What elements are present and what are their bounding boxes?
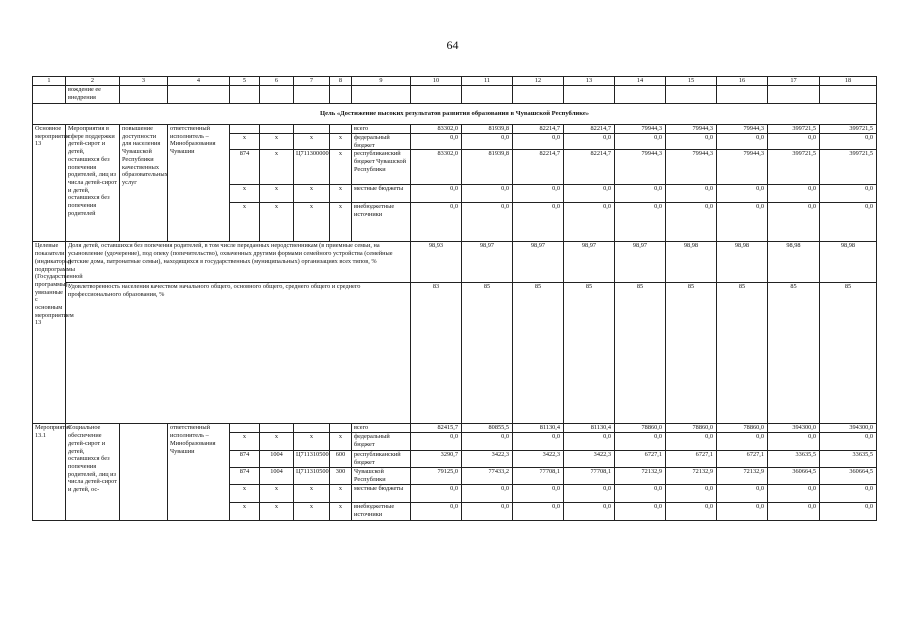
m131-c1: Мероприятие 13.1 bbox=[33, 424, 66, 521]
table-cell: местные бюджеты bbox=[352, 185, 411, 203]
column-number: 8 bbox=[330, 77, 352, 86]
table-cell: x bbox=[330, 134, 352, 150]
table-cell: Ц711310500 bbox=[294, 468, 330, 485]
header-row bbox=[33, 77, 877, 86]
table-cell: x bbox=[260, 203, 294, 242]
target-value: 98,97 bbox=[615, 242, 666, 283]
column-number: 11 bbox=[462, 77, 513, 86]
table-cell: 82214,7 bbox=[513, 125, 564, 134]
column-number: 17 bbox=[768, 77, 820, 86]
table-cell: x bbox=[330, 150, 352, 185]
table-cell: 0,0 bbox=[564, 503, 615, 521]
table-cell: 0,0 bbox=[666, 203, 717, 242]
table-cell bbox=[294, 86, 330, 104]
table-cell bbox=[717, 86, 768, 104]
table-cell: x bbox=[294, 433, 330, 451]
table-cell: 0,0 bbox=[615, 185, 666, 203]
table-cell bbox=[294, 424, 330, 433]
table-cell bbox=[260, 86, 294, 104]
target-value: 98,97 bbox=[462, 242, 513, 283]
table-cell: 81130,4 bbox=[564, 424, 615, 433]
table-cell: 77708,1 bbox=[564, 468, 615, 485]
table-cell: 0,0 bbox=[820, 185, 877, 203]
table-cell: 72132,9 bbox=[717, 468, 768, 485]
table-cell: 399721,5 bbox=[768, 125, 820, 134]
table-cell: 0,0 bbox=[615, 203, 666, 242]
table-cell: 0,0 bbox=[820, 485, 877, 503]
table-cell: 0,0 bbox=[513, 203, 564, 242]
column-number: 15 bbox=[666, 77, 717, 86]
table-cell: 0,0 bbox=[411, 503, 462, 521]
table-cell: 6727,1 bbox=[717, 451, 768, 468]
table-cell: 0,0 bbox=[564, 485, 615, 503]
table-cell bbox=[513, 86, 564, 104]
table-cell bbox=[352, 86, 411, 104]
table-cell: x bbox=[260, 185, 294, 203]
table-cell: 79944,3 bbox=[615, 125, 666, 134]
table-cell: 33635,5 bbox=[820, 451, 877, 468]
table-cell: 0,0 bbox=[462, 203, 513, 242]
table-cell: республиканский бюджет Чувашской Республики bbox=[352, 150, 411, 185]
table-cell: 0,0 bbox=[411, 433, 462, 451]
column-number: 4 bbox=[168, 77, 230, 86]
column-number: 13 bbox=[564, 77, 615, 86]
table-cell bbox=[462, 86, 513, 104]
target-value: 85 bbox=[820, 283, 877, 424]
table-cell: 3422,3 bbox=[513, 451, 564, 468]
table-cell: местные бюджеты bbox=[352, 485, 411, 503]
table-cell: 81939,8 bbox=[462, 150, 513, 185]
table-cell: 0,0 bbox=[615, 433, 666, 451]
table-cell: 80855,5 bbox=[462, 424, 513, 433]
table-cell: 3290,7 bbox=[411, 451, 462, 468]
table-cell bbox=[768, 86, 820, 104]
table-cell: 0,0 bbox=[462, 433, 513, 451]
table-cell: 0,0 bbox=[615, 485, 666, 503]
table-cell bbox=[666, 86, 717, 104]
table-cell: 0,0 bbox=[768, 433, 820, 451]
table-cell bbox=[330, 424, 352, 433]
table-cell: 0,0 bbox=[564, 185, 615, 203]
table-cell: 0,0 bbox=[666, 503, 717, 521]
table-cell: 0,0 bbox=[820, 134, 877, 150]
table-cell: 360664,5 bbox=[820, 468, 877, 485]
table-cell bbox=[33, 86, 66, 104]
table-cell: 360664,5 bbox=[768, 468, 820, 485]
table-cell bbox=[564, 86, 615, 104]
column-number: 5 bbox=[230, 77, 260, 86]
table-cell: x bbox=[230, 203, 260, 242]
table-cell: 82214,7 bbox=[564, 150, 615, 185]
m13-c3: повышение доступности для населения Чувашской Республики качественных образовательных услуг bbox=[120, 125, 168, 242]
table-cell: 78860,0 bbox=[615, 424, 666, 433]
table-cell bbox=[615, 86, 666, 104]
table-cell bbox=[230, 125, 260, 134]
table-cell: 33635,5 bbox=[768, 451, 820, 468]
table-cell: 72132,9 bbox=[666, 468, 717, 485]
table-cell: 72132,9 bbox=[615, 468, 666, 485]
m131-row bbox=[33, 424, 877, 433]
table-cell: 0,0 bbox=[768, 503, 820, 521]
table-cell bbox=[168, 86, 230, 104]
table-cell: 394300,0 bbox=[768, 424, 820, 433]
column-number: 18 bbox=[820, 77, 877, 86]
table-cell: x bbox=[260, 433, 294, 451]
table-cell: Чувашской Республики bbox=[352, 468, 411, 485]
column-number: 2 bbox=[66, 77, 120, 86]
table-cell: республиканский бюджет bbox=[352, 451, 411, 468]
table-cell: 874 bbox=[230, 150, 260, 185]
table-cell: 874 bbox=[230, 468, 260, 485]
table-cell: 0,0 bbox=[513, 134, 564, 150]
table-cell: 6727,1 bbox=[615, 451, 666, 468]
table-cell: 0,0 bbox=[768, 203, 820, 242]
table-cell: x bbox=[294, 203, 330, 242]
table-cell: 1004 bbox=[260, 451, 294, 468]
target-value: 85 bbox=[462, 283, 513, 424]
table-cell: x bbox=[294, 503, 330, 521]
table-cell: 83302,0 bbox=[411, 125, 462, 134]
m131-c2: Социальное обеспечение детей-сирот и детей, оставшихся без попечения родителей, лиц из числа детей-сирот и детей, ос- bbox=[66, 424, 120, 521]
target-row bbox=[33, 242, 877, 283]
table-cell: всего bbox=[352, 424, 411, 433]
table-cell: 82415,7 bbox=[411, 424, 462, 433]
target-row bbox=[33, 283, 877, 424]
table-cell: 81939,8 bbox=[462, 125, 513, 134]
table-cell: 77708,1 bbox=[513, 468, 564, 485]
table-cell: x bbox=[230, 185, 260, 203]
column-number: 14 bbox=[615, 77, 666, 86]
column-number: 12 bbox=[513, 77, 564, 86]
table-cell: 0,0 bbox=[666, 134, 717, 150]
table-cell: 79944,3 bbox=[717, 150, 768, 185]
table-cell: 78860,0 bbox=[666, 424, 717, 433]
table-cell: 81130,4 bbox=[513, 424, 564, 433]
table-cell: 0,0 bbox=[820, 503, 877, 521]
budget-table bbox=[32, 76, 877, 521]
target-text: Доля детей, оставшихся без попечения родителей, в том числе переданных неродственникам (в приемные семьи, на усыновление (удочерение), под опеку (попечительство), охваченных другими формами семейного устройства (семейные детские дома, патронатные семьи), находящихся в государственных (муниципальных) организациях всех типов, % bbox=[66, 242, 411, 283]
continuation-row bbox=[33, 86, 877, 104]
table-cell: x bbox=[230, 503, 260, 521]
m13-c2: Мероприятия в сфере поддержки детей-сирот и детей, оставшихся без попечения родителей, лиц из числа детей-сирот и детей, оставшихся без попечения родителей bbox=[66, 125, 120, 242]
table-cell: 0,0 bbox=[717, 503, 768, 521]
table-cell: x bbox=[230, 433, 260, 451]
table-cell: 0,0 bbox=[717, 203, 768, 242]
column-number: 9 bbox=[352, 77, 411, 86]
table-cell: 874 bbox=[230, 451, 260, 468]
table-cell: x bbox=[260, 150, 294, 185]
table-cell: 0,0 bbox=[411, 203, 462, 242]
table-cell: 0,0 bbox=[564, 134, 615, 150]
column-number: 3 bbox=[120, 77, 168, 86]
m13-c1: Основное мероприятие 13 bbox=[33, 125, 66, 242]
table-cell: 0,0 bbox=[666, 485, 717, 503]
table-cell: 6727,1 bbox=[666, 451, 717, 468]
target-value: 98,98 bbox=[666, 242, 717, 283]
table-cell: 0,0 bbox=[513, 503, 564, 521]
target-value: 98,93 bbox=[411, 242, 462, 283]
table-cell: федеральный бюджет bbox=[352, 134, 411, 150]
table-cell: 0,0 bbox=[717, 185, 768, 203]
table-cell: x bbox=[260, 134, 294, 150]
target-value: 98,98 bbox=[820, 242, 877, 283]
target-value: 85 bbox=[564, 283, 615, 424]
table-cell: x bbox=[260, 485, 294, 503]
table-cell: x bbox=[330, 203, 352, 242]
table-cell: Ц711300000 bbox=[294, 150, 330, 185]
table-cell: x bbox=[294, 134, 330, 150]
table-cell: 0,0 bbox=[462, 134, 513, 150]
goal-row bbox=[33, 104, 877, 125]
table-cell: 0,0 bbox=[717, 433, 768, 451]
target-value: 83 bbox=[411, 283, 462, 424]
table-cell: 0,0 bbox=[615, 503, 666, 521]
table-cell: 82214,7 bbox=[564, 125, 615, 134]
table-cell: 0,0 bbox=[462, 185, 513, 203]
column-number: 6 bbox=[260, 77, 294, 86]
continuation-text: вождение ее внедрения bbox=[66, 86, 120, 104]
table-cell: 3422,3 bbox=[462, 451, 513, 468]
table-cell: 394300,0 bbox=[820, 424, 877, 433]
table-cell: 0,0 bbox=[717, 485, 768, 503]
table-cell: 0,0 bbox=[462, 503, 513, 521]
table-cell bbox=[230, 86, 260, 104]
target-value: 85 bbox=[717, 283, 768, 424]
table-cell: всего bbox=[352, 125, 411, 134]
table-cell: 79944,3 bbox=[717, 125, 768, 134]
table-cell: 79125,0 bbox=[411, 468, 462, 485]
target-text: Удовлетворенность населения качеством начального общего, основного общего, среднего общего и среднего профессионального образования, % bbox=[66, 283, 411, 424]
table-cell: x bbox=[330, 185, 352, 203]
table-cell: 0,0 bbox=[768, 185, 820, 203]
table-cell: x bbox=[230, 134, 260, 150]
column-number: 1 bbox=[33, 77, 66, 86]
table-cell bbox=[120, 86, 168, 104]
page-number: 64 bbox=[446, 38, 459, 52]
table-cell: 600 bbox=[330, 451, 352, 468]
table-cell bbox=[411, 86, 462, 104]
table-cell: 0,0 bbox=[666, 185, 717, 203]
table-cell: 0,0 bbox=[513, 185, 564, 203]
table-cell: федеральный бюджет bbox=[352, 433, 411, 451]
table-cell: x bbox=[294, 485, 330, 503]
table-cell: 0,0 bbox=[513, 485, 564, 503]
m131-c4: ответственный исполнитель – Минобразования Чувашии bbox=[168, 424, 230, 521]
table-cell: внебюджетные источники bbox=[352, 203, 411, 242]
table-cell: 3422,3 bbox=[564, 451, 615, 468]
table-cell: 0,0 bbox=[615, 134, 666, 150]
table-cell bbox=[820, 86, 877, 104]
table-cell: x bbox=[260, 503, 294, 521]
targets-label: Целевые показатели (индикаторы) подпрограммы (Государственной программы), увязанные с основным мероприятием 13 bbox=[33, 242, 66, 424]
table-cell: 0,0 bbox=[411, 134, 462, 150]
table-cell: x bbox=[330, 485, 352, 503]
table-cell: 77433,2 bbox=[462, 468, 513, 485]
table-cell: x bbox=[330, 503, 352, 521]
m131-c3 bbox=[120, 424, 168, 521]
table-cell: 79944,3 bbox=[666, 150, 717, 185]
table-cell: 79944,3 bbox=[615, 150, 666, 185]
table-cell: 0,0 bbox=[411, 485, 462, 503]
target-value: 85 bbox=[768, 283, 820, 424]
table-cell: 83302,0 bbox=[411, 150, 462, 185]
table-cell: 0,0 bbox=[768, 134, 820, 150]
table-cell: 399721,5 bbox=[768, 150, 820, 185]
table-cell: 0,0 bbox=[666, 433, 717, 451]
table-cell: 0,0 bbox=[564, 203, 615, 242]
m13-c4: ответственный исполнитель – Минобразования Чувашии bbox=[168, 125, 230, 242]
target-value: 98,97 bbox=[513, 242, 564, 283]
table-cell: 0,0 bbox=[411, 185, 462, 203]
table-cell: 399721,5 bbox=[820, 150, 877, 185]
table-cell: x bbox=[330, 433, 352, 451]
table-cell: 0,0 bbox=[513, 433, 564, 451]
table-cell: x bbox=[294, 185, 330, 203]
table-cell: 399721,5 bbox=[820, 125, 877, 134]
table-cell bbox=[330, 86, 352, 104]
table-cell: 82214,7 bbox=[513, 150, 564, 185]
table-cell: 79944,3 bbox=[666, 125, 717, 134]
table-cell bbox=[294, 125, 330, 134]
target-value: 85 bbox=[666, 283, 717, 424]
table-cell: 0,0 bbox=[564, 433, 615, 451]
target-value: 98,98 bbox=[717, 242, 768, 283]
goal-heading: Цель «Достижение высоких результатов развития образования в Чувашской Республике» bbox=[33, 104, 877, 125]
table-cell: внебюджетные источники bbox=[352, 503, 411, 521]
column-number: 10 bbox=[411, 77, 462, 86]
target-value: 98,98 bbox=[768, 242, 820, 283]
table-cell: 0,0 bbox=[820, 203, 877, 242]
table-cell: 0,0 bbox=[768, 485, 820, 503]
table-cell bbox=[230, 424, 260, 433]
column-number: 7 bbox=[294, 77, 330, 86]
table-cell: 300 bbox=[330, 468, 352, 485]
target-value: 85 bbox=[513, 283, 564, 424]
table-cell bbox=[260, 424, 294, 433]
table-cell: 0,0 bbox=[717, 134, 768, 150]
target-value: 98,97 bbox=[564, 242, 615, 283]
table-cell: 1004 bbox=[260, 468, 294, 485]
table-cell: 0,0 bbox=[462, 485, 513, 503]
table-cell: x bbox=[230, 485, 260, 503]
table-cell bbox=[260, 125, 294, 134]
table-cell: 78860,0 bbox=[717, 424, 768, 433]
table-cell bbox=[330, 125, 352, 134]
target-value: 85 bbox=[615, 283, 666, 424]
column-number: 16 bbox=[717, 77, 768, 86]
m13-row bbox=[33, 125, 877, 134]
table-cell: Ц711310500 bbox=[294, 451, 330, 468]
table-cell: 0,0 bbox=[820, 433, 877, 451]
